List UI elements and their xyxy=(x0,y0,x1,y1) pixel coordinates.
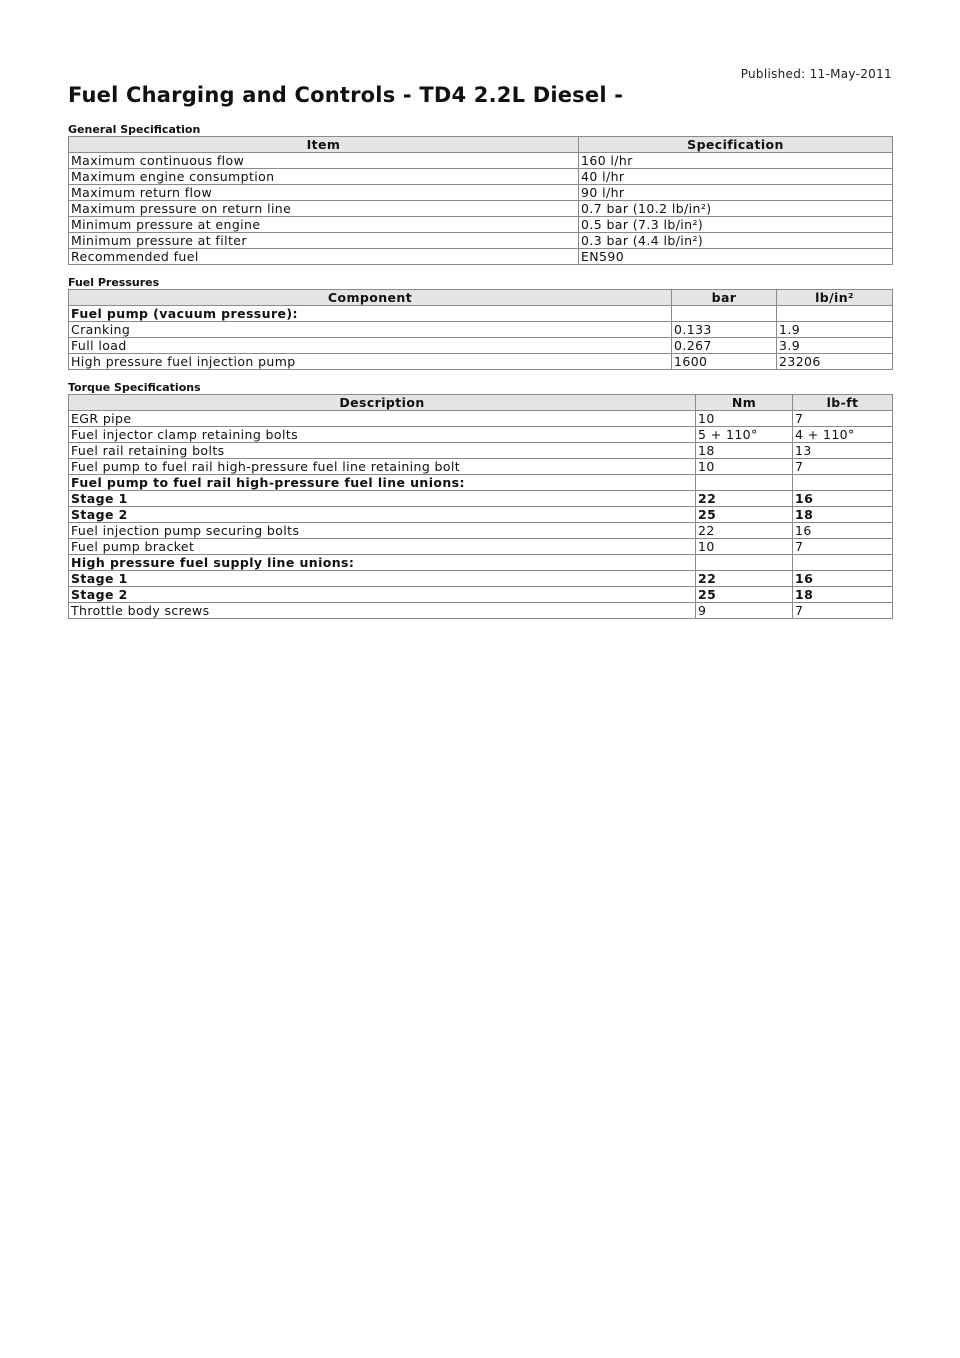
published-date: Published: 11-May-2011 xyxy=(740,67,892,81)
table-cell: 18 xyxy=(696,443,793,459)
table-row xyxy=(69,443,893,459)
table-header-row xyxy=(69,395,893,411)
table-cell: 10 xyxy=(696,459,793,475)
table-cell: 18 xyxy=(793,507,893,523)
table-cell xyxy=(696,475,793,491)
table-cell: 0.3 bar (4.4 lb/in²) xyxy=(579,233,893,249)
table-row xyxy=(69,169,893,185)
table-header-row xyxy=(69,137,893,153)
table-cell: 7 xyxy=(793,539,893,555)
table-cell: 0.267 xyxy=(672,338,777,354)
fuel-pressures-heading: Fuel Pressures xyxy=(68,276,160,289)
table-cell: 0.133 xyxy=(672,322,777,338)
table-cell: Throttle body screws xyxy=(69,603,696,619)
table-row xyxy=(69,201,893,217)
column-header: bar xyxy=(672,290,777,306)
table-row xyxy=(69,411,893,427)
table-cell xyxy=(696,555,793,571)
table-cell: Stage 2 xyxy=(69,507,696,523)
table-cell: 18 xyxy=(793,587,893,603)
table-cell xyxy=(777,306,893,322)
table-cell: Recommended fuel xyxy=(69,249,579,265)
page-title: Fuel Charging and Controls - TD4 2.2L Diesel - xyxy=(68,83,624,107)
table-row xyxy=(69,459,893,475)
table-cell: Fuel pump (vacuum pressure): xyxy=(69,306,672,322)
table-cell: 1600 xyxy=(672,354,777,370)
table-cell: Fuel injection pump securing bolts xyxy=(69,523,696,539)
table-cell: 10 xyxy=(696,539,793,555)
table-cell: 160 l/hr xyxy=(579,153,893,169)
table-cell: Minimum pressure at engine xyxy=(69,217,579,233)
table-header-row xyxy=(69,290,893,306)
table-cell: Maximum pressure on return line xyxy=(69,201,579,217)
table-group-row xyxy=(69,555,893,571)
table-cell: 40 l/hr xyxy=(579,169,893,185)
table-cell: 5 + 110° xyxy=(696,427,793,443)
table-cell: High pressure fuel supply line unions: xyxy=(69,555,696,571)
table-cell: 0.7 bar (10.2 lb/in²) xyxy=(579,201,893,217)
table-row xyxy=(69,217,893,233)
table-cell: 9 xyxy=(696,603,793,619)
table-row xyxy=(69,427,893,443)
table-cell: 23206 xyxy=(777,354,893,370)
table-cell xyxy=(793,555,893,571)
table-cell: 16 xyxy=(793,571,893,587)
table-cell: 90 l/hr xyxy=(579,185,893,201)
table-cell: Stage 2 xyxy=(69,587,696,603)
torque-specifications-heading: Torque Specifications xyxy=(68,381,201,394)
table-row xyxy=(69,233,893,249)
table-cell: 25 xyxy=(696,507,793,523)
table-cell: Fuel rail retaining bolts xyxy=(69,443,696,459)
table-cell: 22 xyxy=(696,491,793,507)
table-cell: 16 xyxy=(793,491,893,507)
table-cell: 7 xyxy=(793,411,893,427)
table-cell: EN590 xyxy=(579,249,893,265)
table-cell xyxy=(793,475,893,491)
table-group-row xyxy=(69,491,893,507)
table-cell: 3.9 xyxy=(777,338,893,354)
table-cell: 16 xyxy=(793,523,893,539)
table-row xyxy=(69,603,893,619)
table-cell: 22 xyxy=(696,571,793,587)
table-row xyxy=(69,249,893,265)
table-group-row xyxy=(69,587,893,603)
table-cell: Cranking xyxy=(69,322,672,338)
column-header: Nm xyxy=(696,395,793,411)
table-cell xyxy=(672,306,777,322)
column-header: lb/in² xyxy=(777,290,893,306)
table-cell: Stage 1 xyxy=(69,571,696,587)
fuel-pressures-table xyxy=(68,289,893,370)
column-header: Item xyxy=(69,137,579,153)
table-group-row xyxy=(69,507,893,523)
table-row xyxy=(69,185,893,201)
table-row xyxy=(69,523,893,539)
table-group-row xyxy=(69,571,893,587)
table-cell: Minimum pressure at filter xyxy=(69,233,579,249)
table-cell: Full load xyxy=(69,338,672,354)
table-cell: 7 xyxy=(793,459,893,475)
table-cell: 25 xyxy=(696,587,793,603)
column-header: Specification xyxy=(579,137,893,153)
table-cell: EGR pipe xyxy=(69,411,696,427)
table-cell: Maximum continuous flow xyxy=(69,153,579,169)
table-cell: 22 xyxy=(696,523,793,539)
table-row xyxy=(69,322,893,338)
table-cell: Maximum return flow xyxy=(69,185,579,201)
general-specification-heading: General Specification xyxy=(68,123,201,136)
table-row xyxy=(69,539,893,555)
table-cell: Fuel pump to fuel rail high-pressure fuel line retaining bolt xyxy=(69,459,696,475)
column-header: Description xyxy=(69,395,696,411)
table-group-row xyxy=(69,306,893,322)
table-row xyxy=(69,354,893,370)
table-group-row xyxy=(69,475,893,491)
table-cell: Maximum engine consumption xyxy=(69,169,579,185)
table-cell: Fuel injector clamp retaining bolts xyxy=(69,427,696,443)
table-cell: Fuel pump to fuel rail high-pressure fuel line unions: xyxy=(69,475,696,491)
table-cell: Fuel pump bracket xyxy=(69,539,696,555)
column-header: Component xyxy=(69,290,672,306)
table-cell: 4 + 110° xyxy=(793,427,893,443)
torque-specifications-table xyxy=(68,394,893,619)
table-cell: 0.5 bar (7.3 lb/in²) xyxy=(579,217,893,233)
table-cell: 1.9 xyxy=(777,322,893,338)
table-cell: 7 xyxy=(793,603,893,619)
table-cell: Stage 1 xyxy=(69,491,696,507)
table-cell: High pressure fuel injection pump xyxy=(69,354,672,370)
table-cell: 10 xyxy=(696,411,793,427)
table-row xyxy=(69,338,893,354)
column-header: lb-ft xyxy=(793,395,893,411)
table-row xyxy=(69,153,893,169)
general-specification-table xyxy=(68,136,893,265)
table-cell: 13 xyxy=(793,443,893,459)
